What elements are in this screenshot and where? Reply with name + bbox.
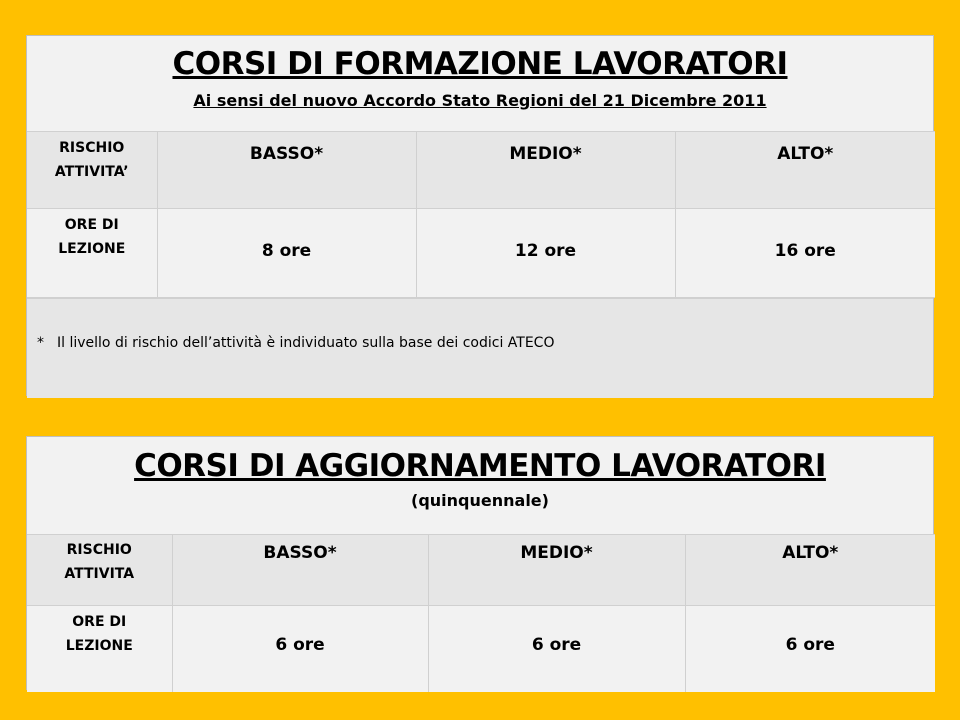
update-hours-label-cell (27, 606, 172, 693)
update-courses-panel (26, 436, 934, 690)
update-risk-low-header: BASSO* (172, 535, 428, 606)
training-title-block (27, 36, 933, 131)
training-courses-panel (26, 35, 934, 396)
risk-high-header: ALTO* (675, 132, 935, 209)
update-hours-label-line2: LEZIONE (65, 638, 133, 654)
hours-low-cell: 8 ore (157, 209, 416, 298)
update-hours-high-cell: 6 ore (685, 606, 935, 693)
update-risk-label-line2: ATTIVITA (64, 566, 135, 582)
hours-label-cell (27, 209, 157, 298)
risk-low-header: BASSO* (157, 132, 416, 209)
update-hours-medium-cell: 6 ore (428, 606, 685, 693)
update-risk-high-header: ALTO* (685, 535, 935, 606)
hours-high-cell: 16 ore (675, 209, 935, 298)
update-risk-label-cell (27, 535, 172, 606)
risk-label-line2: ATTIVITA’ (54, 164, 129, 180)
hours-label-line1: ORE DI (64, 217, 119, 233)
training-risk-row (27, 132, 935, 209)
footnote (27, 299, 933, 351)
update-hours-row (27, 606, 935, 693)
update-risk-label-line1: RISCHIO (66, 542, 132, 558)
update-title-block (27, 437, 933, 534)
risk-medium-header: MEDIO* (416, 132, 675, 209)
update-hours-low-cell: 6 ore (172, 606, 428, 693)
update-risk-row (27, 535, 935, 606)
update-risk-medium-header: MEDIO* (428, 535, 685, 606)
update-table (27, 534, 935, 692)
footnote-text: Il livello di rischio dell’attività è individuato sulla base dei codici ATECO (57, 335, 555, 351)
training-table (27, 131, 935, 298)
hours-label-line2: LEZIONE (58, 241, 126, 257)
training-hours-row (27, 209, 935, 298)
risk-label-cell (27, 132, 157, 209)
update-title: CORSI DI AGGIORNAMENTO LAVORATORI (134, 448, 826, 484)
hours-medium-cell: 12 ore (416, 209, 675, 298)
update-subtitle: (quinquennale) (411, 491, 549, 510)
footnote-mark: * (37, 335, 44, 351)
footnote-area (27, 298, 933, 398)
training-subtitle: Ai sensi del nuovo Accordo Stato Regioni del 21 Dicembre 2011 (193, 91, 767, 110)
training-title: CORSI DI FORMAZIONE LAVORATORI (172, 46, 788, 82)
risk-label-line1: RISCHIO (59, 140, 125, 156)
update-hours-label-line1: ORE DI (72, 614, 127, 630)
